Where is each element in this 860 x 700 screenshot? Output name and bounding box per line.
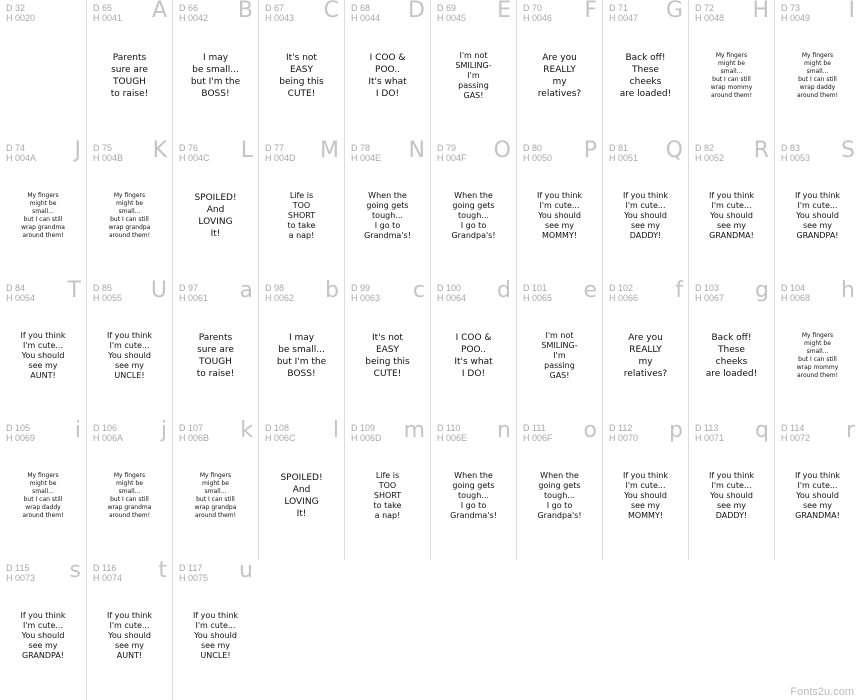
decimal-code: D 72 [695, 3, 715, 13]
key-character: b [325, 278, 339, 303]
key-character: E [497, 0, 511, 23]
key-character: U [150, 278, 167, 303]
key-character: d [497, 278, 511, 303]
key-character: r [845, 418, 855, 443]
decimal-code: D 83 [781, 143, 801, 153]
decimal-code: D 77 [265, 143, 285, 153]
glyph-cell [0, 280, 86, 420]
hex-code: H 0065 [523, 293, 553, 303]
hex-code: H 0073 [6, 573, 36, 583]
glyph-cell [86, 280, 172, 420]
glyph-preview: My fingers might be small... but I can still wrap mommy around them! [796, 332, 839, 379]
char-code-label [523, 143, 552, 163]
key-character: c [412, 278, 425, 303]
char-code-label [609, 423, 638, 443]
glyph-preview: I may be small... but I'm the BOSS! [276, 333, 327, 379]
char-code-label [781, 143, 810, 163]
hex-code: H 0068 [781, 293, 811, 303]
glyph-preview: If you think I'm cute... You should see my UNCLE! [192, 611, 239, 660]
glyph-cell [516, 140, 602, 280]
glyph-cell [688, 140, 774, 280]
glyph-cell [172, 420, 258, 560]
glyph-preview: If you think I'm cute... You should see my GRANDPA! [794, 191, 841, 240]
glyph-preview: My fingers might be small... but I can still wrap grandma around them! [21, 192, 65, 239]
glyph-cell [688, 0, 774, 140]
decimal-code: D 79 [437, 143, 457, 153]
key-character: B [237, 0, 253, 23]
decimal-code: D 68 [351, 3, 371, 13]
glyph-cell [172, 140, 258, 280]
hex-code: H 0066 [609, 293, 639, 303]
glyph-cell [86, 420, 172, 560]
glyph-cell [172, 0, 258, 140]
glyph-preview: SPOILED! And LOVING It! [280, 473, 323, 519]
key-character: Q [665, 138, 683, 163]
decimal-code: D 97 [179, 283, 199, 293]
glyph-preview: Life is TOO SHORT to take a nap! [287, 191, 316, 240]
glyph-cell [0, 0, 86, 140]
decimal-code: D 114 [781, 423, 805, 433]
char-code-label [523, 3, 552, 23]
glyph-cell [430, 0, 516, 140]
glyph-cell [774, 140, 860, 280]
key-character: i [74, 418, 81, 443]
glyph-preview: SPOILED! And LOVING It! [194, 193, 237, 239]
decimal-code: D 103 [695, 283, 720, 293]
glyph-cell [516, 0, 602, 140]
glyph-cell [0, 140, 86, 280]
hex-code: H 004F [437, 153, 467, 163]
char-code-label [781, 3, 810, 23]
char-code-label [93, 3, 122, 23]
decimal-code: D 108 [265, 423, 290, 433]
char-code-label [6, 423, 35, 443]
hex-code: H 004B [93, 153, 124, 163]
decimal-code: D 65 [93, 3, 113, 13]
hex-code: H 0070 [609, 433, 639, 443]
decimal-code: D 80 [523, 143, 543, 153]
char-code-label [265, 423, 296, 443]
char-code-label [93, 423, 123, 443]
glyph-cell [516, 280, 602, 420]
decimal-code: D 66 [179, 3, 199, 13]
key-character: R [753, 138, 769, 163]
key-character: e [583, 278, 597, 303]
hex-code: H 0052 [695, 153, 725, 163]
hex-code: H 0063 [351, 293, 381, 303]
glyph-preview: Back off! These cheeks are loaded! [619, 53, 672, 99]
glyph-cell [516, 420, 602, 560]
glyph-preview: If you think I'm cute... You should see my GRANDMA! [708, 191, 755, 240]
hex-code: H 0054 [6, 293, 36, 303]
glyph-preview: I'm not SMILING- I'm passing GAS! [455, 51, 492, 100]
decimal-code: D 78 [351, 143, 371, 153]
glyph-preview: My fingers might be small... but I can still wrap daddy around them! [22, 472, 64, 519]
char-code-label [781, 283, 810, 303]
hex-code: H 0064 [437, 293, 467, 303]
decimal-code: D 106 [93, 423, 118, 433]
glyph-preview: When the going gets tough... I go to Grandpa's! [451, 191, 496, 240]
glyph-preview: My fingers might be small... but I can still wrap daddy around them! [796, 52, 839, 99]
hex-code: H 0069 [6, 433, 36, 443]
glyph-cell [86, 140, 172, 280]
glyph-cell [0, 560, 86, 700]
char-code-label [437, 423, 467, 443]
hex-code: H 0047 [609, 13, 639, 23]
char-code-label [609, 283, 638, 303]
glyph-cell [774, 420, 860, 560]
glyph-cell [344, 280, 430, 420]
decimal-code: D 98 [265, 283, 285, 293]
key-character: S [841, 138, 855, 163]
glyph-preview: I may be small... but I'm the BOSS! [190, 53, 241, 99]
key-character: s [69, 558, 81, 583]
glyph-preview: My fingers might be small... but I can still wrap mommy around them! [710, 52, 753, 99]
glyph-preview: If you think I'm cute... You should see my MOMMY! [622, 471, 669, 520]
glyph-preview: Are you REALLY my relatives? [537, 53, 582, 99]
key-character: P [583, 138, 597, 163]
key-character: k [240, 418, 253, 443]
glyph-preview: My fingers might be small... but I can still wrap grandpa around them! [194, 472, 237, 519]
hex-code: H 006B [179, 433, 210, 443]
glyph-cell [344, 140, 430, 280]
char-code-label [437, 283, 466, 303]
key-character: H [752, 0, 769, 23]
key-character: D [408, 0, 425, 23]
hex-code: H 0067 [695, 293, 725, 303]
glyph-preview: When the going gets tough... I go to Grandma's! [450, 471, 497, 520]
glyph-cell [774, 0, 860, 140]
glyph-cell [602, 280, 688, 420]
decimal-code: D 76 [179, 143, 199, 153]
key-character: K [152, 138, 167, 163]
glyph-cell [602, 0, 688, 140]
hex-code: H 0043 [265, 13, 295, 23]
glyph-cell [602, 420, 688, 560]
char-code-label [93, 143, 123, 163]
decimal-code: D 111 [523, 423, 546, 433]
key-character: u [239, 558, 253, 583]
decimal-code: D 107 [179, 423, 204, 433]
hex-code: H 0061 [179, 293, 209, 303]
glyph-preview: If you think I'm cute... You should see my AUNT! [20, 331, 66, 380]
key-character: N [408, 138, 425, 163]
glyph-cell [0, 420, 86, 560]
decimal-code: D 105 [6, 423, 31, 433]
char-code-label [265, 283, 294, 303]
glyph-cell [258, 420, 344, 560]
decimal-code: D 81 [609, 143, 629, 153]
char-code-label [609, 143, 638, 163]
key-character: I [848, 0, 855, 23]
glyph-preview: My fingers might be small... but I can still wrap grandpa around them! [108, 192, 151, 239]
key-character: M [320, 138, 339, 163]
glyph-cell [86, 0, 172, 140]
char-code-label [6, 3, 35, 23]
glyph-cell [430, 140, 516, 280]
hex-code: H 004D [265, 153, 296, 163]
glyph-preview [4, 26, 82, 126]
char-code-label [437, 3, 466, 23]
key-character: h [841, 278, 855, 303]
decimal-code: D 110 [437, 423, 461, 433]
decimal-code: D 101 [523, 283, 548, 293]
glyph-preview: If you think I'm cute... You should see my GRANDPA! [20, 611, 66, 660]
glyph-preview: Parents sure are TOUGH to raise! [110, 53, 149, 99]
char-code-label [93, 563, 122, 583]
glyph-preview: Life is TOO SHORT to take a nap! [373, 471, 402, 520]
hex-code: H 0045 [437, 13, 467, 23]
hex-code: H 006F [523, 433, 553, 443]
glyph-cell [344, 420, 430, 560]
glyph-cell [430, 280, 516, 420]
char-code-label [351, 283, 380, 303]
char-code-label [6, 563, 35, 583]
char-code-label [781, 423, 810, 443]
char-code-label [351, 423, 382, 443]
hex-code: H 006A [93, 433, 124, 443]
char-code-label [695, 283, 724, 303]
char-code-label [179, 563, 208, 583]
glyph-preview: If you think I'm cute... You should see my GRANDMA! [794, 471, 841, 520]
decimal-code: D 115 [6, 563, 30, 573]
glyph-preview: Back off! These cheeks are loaded! [705, 333, 758, 379]
key-character: j [160, 418, 167, 443]
glyph-cell [172, 560, 258, 700]
char-code-label [179, 143, 210, 163]
char-code-label [523, 423, 553, 443]
key-character: a [239, 278, 253, 303]
key-character: T [67, 278, 81, 303]
char-code-label [6, 283, 35, 303]
hex-code: H 0020 [6, 13, 36, 23]
decimal-code: D 75 [93, 143, 113, 153]
key-character: G [665, 0, 683, 23]
hex-code: H 0041 [93, 13, 123, 23]
hex-code: H 0075 [179, 573, 209, 583]
hex-code: H 0044 [351, 13, 381, 23]
hex-code: H 0053 [781, 153, 811, 163]
glyph-cell [688, 280, 774, 420]
key-character: p [669, 418, 683, 443]
decimal-code: D 70 [523, 3, 543, 13]
decimal-code: D 82 [695, 143, 715, 153]
decimal-code: D 74 [6, 143, 26, 153]
char-code-label [437, 143, 467, 163]
hex-code: H 0048 [695, 13, 725, 23]
glyph-preview: I COO & POO.. It's what I DO! [454, 333, 493, 379]
glyph-preview: If you think I'm cute... You should see my DADDY! [708, 471, 755, 520]
key-character: g [755, 278, 769, 303]
site-watermark: Fonts2u.com [790, 686, 854, 698]
key-character: C [323, 0, 339, 23]
key-character: A [151, 0, 167, 23]
key-character: f [675, 278, 683, 303]
key-character: q [755, 418, 769, 443]
decimal-code: D 104 [781, 283, 806, 293]
decimal-code: D 73 [781, 3, 801, 13]
char-code-label [179, 283, 208, 303]
key-character: o [583, 418, 597, 443]
decimal-code: D 117 [179, 563, 203, 573]
hex-code: H 0055 [93, 293, 123, 303]
char-code-label [6, 143, 36, 163]
decimal-code: D 113 [695, 423, 719, 433]
glyph-cell [258, 280, 344, 420]
char-code-label [265, 143, 296, 163]
glyph-cell [172, 280, 258, 420]
glyph-preview: It's not EASY being this CUTE! [365, 333, 410, 379]
char-code-label [695, 3, 724, 23]
decimal-code: D 99 [351, 283, 371, 293]
hex-code: H 0042 [179, 13, 209, 23]
decimal-code: D 100 [437, 283, 462, 293]
key-character: t [158, 558, 167, 583]
char-code-label [609, 3, 638, 23]
hex-code: H 006D [351, 433, 382, 443]
hex-code: H 004C [179, 153, 210, 163]
glyph-cell [86, 560, 172, 700]
char-code-label [265, 3, 294, 23]
key-character: O [493, 138, 511, 163]
hex-code: H 0071 [695, 433, 725, 443]
decimal-code: D 67 [265, 3, 285, 13]
decimal-code: D 102 [609, 283, 634, 293]
hex-code: H 006E [437, 433, 468, 443]
char-code-label [93, 283, 122, 303]
key-character: F [584, 0, 597, 23]
glyph-preview: If you think I'm cute... You should see my AUNT! [106, 611, 153, 660]
hex-code: H 004E [351, 153, 382, 163]
glyph-cell [602, 140, 688, 280]
glyph-cell [258, 140, 344, 280]
hex-code: H 004A [6, 153, 37, 163]
glyph-preview: Parents sure are TOUGH to raise! [196, 333, 235, 379]
hex-code: H 0074 [93, 573, 123, 583]
hex-code: H 006C [265, 433, 296, 443]
glyph-cell [430, 420, 516, 560]
glyph-preview: I'm not SMILING- I'm passing GAS! [541, 331, 578, 380]
glyph-preview: When the going gets tough... I go to Grandma's! [364, 191, 411, 240]
char-code-label [523, 283, 552, 303]
char-code-label [179, 423, 209, 443]
glyph-preview: I COO & POO.. It's what I DO! [368, 53, 407, 99]
hex-code: H 0049 [781, 13, 811, 23]
glyph-cell [258, 0, 344, 140]
glyph-preview: My fingers might be small... but I can still wrap grandma around them! [107, 472, 152, 519]
key-character: n [497, 418, 511, 443]
char-code-label [695, 423, 724, 443]
hex-code: H 0072 [781, 433, 811, 443]
key-character: m [403, 418, 425, 443]
key-character: L [240, 138, 253, 163]
char-code-label [179, 3, 208, 23]
glyph-preview: If you think I'm cute... You should see my UNCLE! [106, 331, 153, 380]
hex-code: H 0062 [265, 293, 295, 303]
char-code-label [351, 143, 381, 163]
decimal-code: D 112 [609, 423, 633, 433]
key-character: l [332, 418, 339, 443]
glyph-preview: It's not EASY being this CUTE! [279, 53, 324, 99]
decimal-code: D 109 [351, 423, 376, 433]
glyph-preview: If you think I'm cute... You should see my DADDY! [622, 191, 669, 240]
hex-code: H 0051 [609, 153, 639, 163]
hex-code: H 0046 [523, 13, 553, 23]
glyph-preview: Are you REALLY my relatives? [623, 333, 668, 379]
decimal-code: D 84 [6, 283, 26, 293]
decimal-code: D 71 [609, 3, 629, 13]
hex-code: H 0050 [523, 153, 553, 163]
decimal-code: D 116 [93, 563, 117, 573]
glyph-cell [344, 0, 430, 140]
decimal-code: D 85 [93, 283, 113, 293]
glyph-preview: When the going gets tough... I go to Grandpa's! [537, 471, 582, 520]
decimal-code: D 32 [6, 3, 26, 13]
key-character: J [74, 138, 81, 163]
decimal-code: D 69 [437, 3, 457, 13]
glyph-cell [688, 420, 774, 560]
char-code-label [695, 143, 724, 163]
char-code-label [351, 3, 380, 23]
glyph-preview: If you think I'm cute... You should see my MOMMY! [536, 191, 583, 240]
glyph-cell [774, 280, 860, 420]
